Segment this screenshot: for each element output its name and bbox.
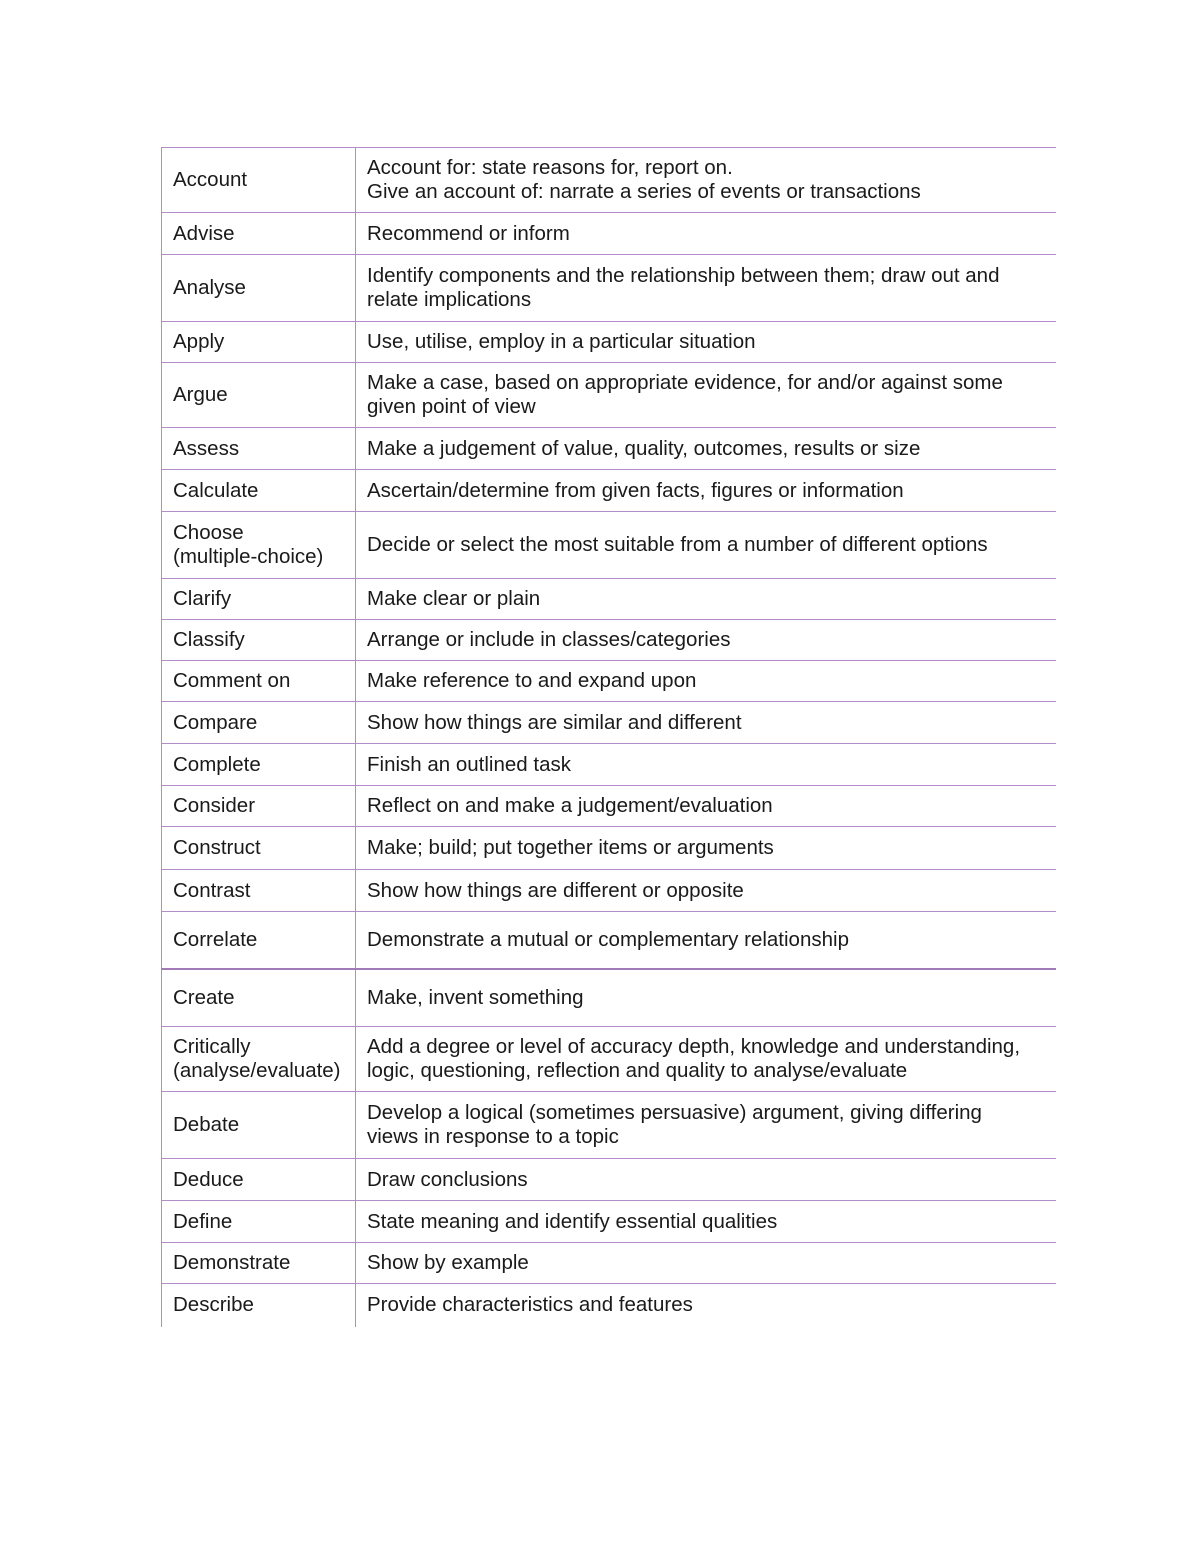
table-row [162,827,1057,870]
definition-cell [356,148,1057,213]
definition-cell [356,969,1057,1027]
table-row [162,1159,1057,1201]
definition-text: Show how things are different or opposite [367,878,744,902]
definition-cell [356,1284,1057,1327]
term-cell [162,363,356,428]
term-text: (analyse/evaluate) [173,1059,341,1082]
term-cell [162,827,356,870]
term-text: Assess [173,436,240,460]
definition-text: Show by example [367,1251,529,1274]
table-row [162,702,1057,744]
term-text: Deduce [173,1167,244,1191]
table-row [162,1284,1057,1327]
definition-cell [356,1243,1057,1284]
term-text: Critically [173,1035,251,1058]
term-cell [162,428,356,470]
term-cell [162,786,356,827]
definition-text: logic, questioning, reflection and quality to analyse/evaluate [367,1059,908,1082]
term-cell [162,1027,356,1092]
term-cell [162,702,356,744]
definition-cell [356,661,1057,702]
table-row [162,512,1057,579]
term-text: Complete [173,752,261,776]
definition-text: Give an account of: narrate a series of events or transactions [367,180,921,203]
definition-cell [356,1027,1057,1092]
definition-cell [356,744,1057,786]
term-text: Describe [173,1293,254,1317]
table-row [162,969,1057,1027]
definition-cell [356,702,1057,744]
term-text: Define [173,1209,233,1233]
definition-cell [356,470,1057,512]
term-cell [162,912,356,969]
term-cell [162,579,356,620]
definition-cell [356,363,1057,428]
term-cell [162,661,356,702]
term-cell [162,1243,356,1284]
term-cell [162,1201,356,1243]
table-row [162,428,1057,470]
definition-text: Develop a logical (sometimes persuasive) argument, giving differing [367,1101,982,1124]
term-text: Contrast [173,878,251,902]
definition-text: Demonstrate a mutual or complementary relationship [367,927,849,951]
directive-terms-table [161,147,1056,1327]
table-row [162,363,1057,428]
term-cell [162,620,356,661]
table-row [162,1092,1057,1159]
definition-cell [356,912,1057,969]
term-cell [162,255,356,322]
term-cell [162,744,356,786]
definition-cell [356,512,1057,579]
table-row [162,912,1057,969]
definition-text: Finish an outlined task [367,752,571,776]
term-cell [162,870,356,912]
definition-cell [356,579,1057,620]
table-row [162,579,1057,620]
term-cell [162,1092,356,1159]
term-text: Correlate [173,927,258,951]
definition-cell [356,870,1057,912]
definition-cell [356,1092,1057,1159]
term-text: Classify [173,628,245,651]
definition-cell [356,213,1057,255]
term-text: Analyse [173,276,246,299]
definition-text: Reflect on and make a judgement/evaluation [367,794,773,817]
term-text: Advise [173,221,235,245]
term-text: (multiple-choice) [173,545,324,568]
term-text: Comment on [173,669,291,692]
definition-text: Make reference to and expand upon [367,669,697,692]
table-body [162,148,1057,1327]
table-row [162,620,1057,661]
definition-cell [356,322,1057,363]
definition-text: Make clear or plain [367,587,541,610]
definition-text: Make a case, based on appropriate evidence, for and/or against some [367,371,1003,394]
definition-text: Draw conclusions [367,1167,528,1191]
table-row [162,1201,1057,1243]
definition-cell [356,255,1057,322]
definition-cell [356,620,1057,661]
term-text: Construct [173,836,261,859]
definition-cell [356,827,1057,870]
definition-text: given point of view [367,395,536,418]
definition-text: Provide characteristics and features [367,1293,693,1317]
document-page [161,147,1056,1327]
table-row [162,322,1057,363]
term-cell [162,969,356,1027]
table-row [162,1027,1057,1092]
table-row [162,786,1057,827]
definition-text: Arrange or include in classes/categories [367,628,731,651]
term-text: Account [173,168,248,191]
definition-cell [356,428,1057,470]
term-text: Apply [173,330,225,353]
term-cell [162,213,356,255]
definition-text: Make; build; put together items or arguments [367,836,774,859]
term-cell [162,148,356,213]
term-text: Clarify [173,587,232,610]
definition-text: Decide or select the most suitable from a number of different options [367,533,988,556]
term-cell [162,1159,356,1201]
term-text: Calculate [173,478,259,502]
definition-text: relate implications [367,288,532,311]
term-text: Choose [173,521,244,544]
table-row [162,470,1057,512]
definition-text: Recommend or inform [367,221,570,245]
definition-cell [356,786,1057,827]
definition-cell [356,1159,1057,1201]
table-row [162,1243,1057,1284]
term-cell [162,512,356,579]
definition-cell [356,1201,1057,1243]
table-row [162,870,1057,912]
term-text: Compare [173,710,258,734]
table-row [162,255,1057,322]
definition-text: Ascertain/determine from given facts, figures or information [367,478,904,502]
term-cell [162,322,356,363]
table-row [162,744,1057,786]
table-row [162,148,1057,213]
term-text: Create [173,985,235,1009]
definition-text: Make a judgement of value, quality, outcomes, results or size [367,436,921,460]
definition-text: Show how things are similar and different [367,710,742,734]
table-row [162,213,1057,255]
definition-text: Account for: state reasons for, report on. [367,156,733,179]
definition-text: Use, utilise, employ in a particular situation [367,330,756,353]
table-row [162,661,1057,702]
term-cell [162,1284,356,1327]
term-text: Argue [173,383,228,406]
definition-text: State meaning and identify essential qualities [367,1209,778,1233]
term-text: Consider [173,794,256,817]
definition-text: Make, invent something [367,985,584,1009]
term-cell [162,470,356,512]
term-text: Debate [173,1113,240,1136]
term-text: Demonstrate [173,1251,291,1274]
definition-text: Identify components and the relationship between them; draw out and [367,264,1000,287]
definition-text: Add a degree or level of accuracy depth, knowledge and understanding, [367,1035,1021,1058]
definition-text: views in response to a topic [367,1125,619,1148]
